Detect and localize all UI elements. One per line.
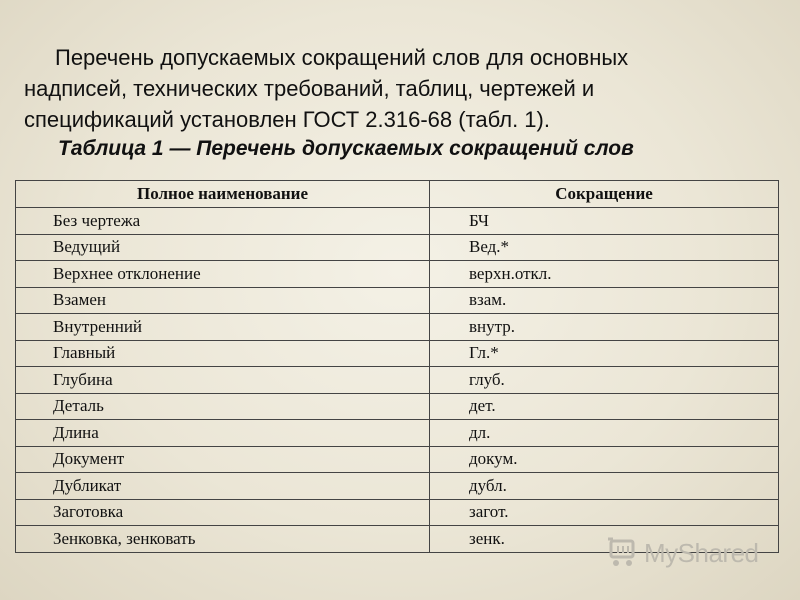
table-row	[16, 234, 779, 261]
full-name-cell: Верхнее отклонение	[16, 261, 430, 288]
abbreviation-cell: Гл.*	[430, 340, 779, 367]
abbreviation-cell: дл.	[430, 420, 779, 447]
abbreviations-table	[15, 180, 779, 553]
watermark-text: MyShared	[644, 537, 759, 568]
table-caption: Таблица 1 — Перечень допускаемых сокращений слов	[58, 137, 634, 160]
table-row	[16, 499, 779, 526]
abbreviation-cell: Вед.*	[430, 234, 779, 261]
full-name-cell: Главный	[16, 340, 430, 367]
table-row	[16, 340, 779, 367]
table-row	[16, 446, 779, 473]
intro-line-2: надписей, технических требований, таблиц, чертежей и	[24, 76, 595, 101]
full-name-cell: Заготовка	[16, 499, 430, 526]
abbreviation-cell: взам.	[430, 287, 779, 314]
abbreviation-cell: БЧ	[430, 208, 779, 235]
full-name-cell: Зенковка, зенковать	[16, 526, 430, 553]
table-row	[16, 367, 779, 394]
header-full-name: Полное наименование	[16, 181, 430, 208]
cart-icon	[606, 536, 640, 570]
table-row	[16, 393, 779, 420]
full-name-cell: Документ	[16, 446, 430, 473]
intro-paragraph	[24, 42, 784, 135]
table-row	[16, 261, 779, 288]
watermark-logo	[606, 536, 759, 570]
full-name-cell: Внутренний	[16, 314, 430, 341]
abbreviation-cell: верхн.откл.	[430, 261, 779, 288]
full-name-cell: Глубина	[16, 367, 430, 394]
table-row	[16, 208, 779, 235]
full-name-cell: Длина	[16, 420, 430, 447]
table-row	[16, 473, 779, 500]
table-header-row	[16, 181, 779, 208]
abbreviation-cell: загот.	[430, 499, 779, 526]
header-abbreviation: Сокращение	[430, 181, 779, 208]
abbreviation-cell: внутр.	[430, 314, 779, 341]
intro-line-3: спецификаций установлен ГОСТ 2.316-68 (табл. 1).	[24, 107, 550, 132]
full-name-cell: Ведущий	[16, 234, 430, 261]
abbreviation-cell: глуб.	[430, 367, 779, 394]
table-row	[16, 420, 779, 447]
full-name-cell: Без чертежа	[16, 208, 430, 235]
abbreviation-cell: дет.	[430, 393, 779, 420]
abbreviation-cell: зенк.	[430, 526, 779, 553]
intro-line-1: Перечень допускаемых сокращений слов для основных	[55, 45, 629, 70]
full-name-cell: Деталь	[16, 393, 430, 420]
table-row	[16, 314, 779, 341]
full-name-cell: Дубликат	[16, 473, 430, 500]
full-name-cell: Взамен	[16, 287, 430, 314]
table-row	[16, 287, 779, 314]
abbreviation-cell: дубл.	[430, 473, 779, 500]
abbreviation-cell: докум.	[430, 446, 779, 473]
